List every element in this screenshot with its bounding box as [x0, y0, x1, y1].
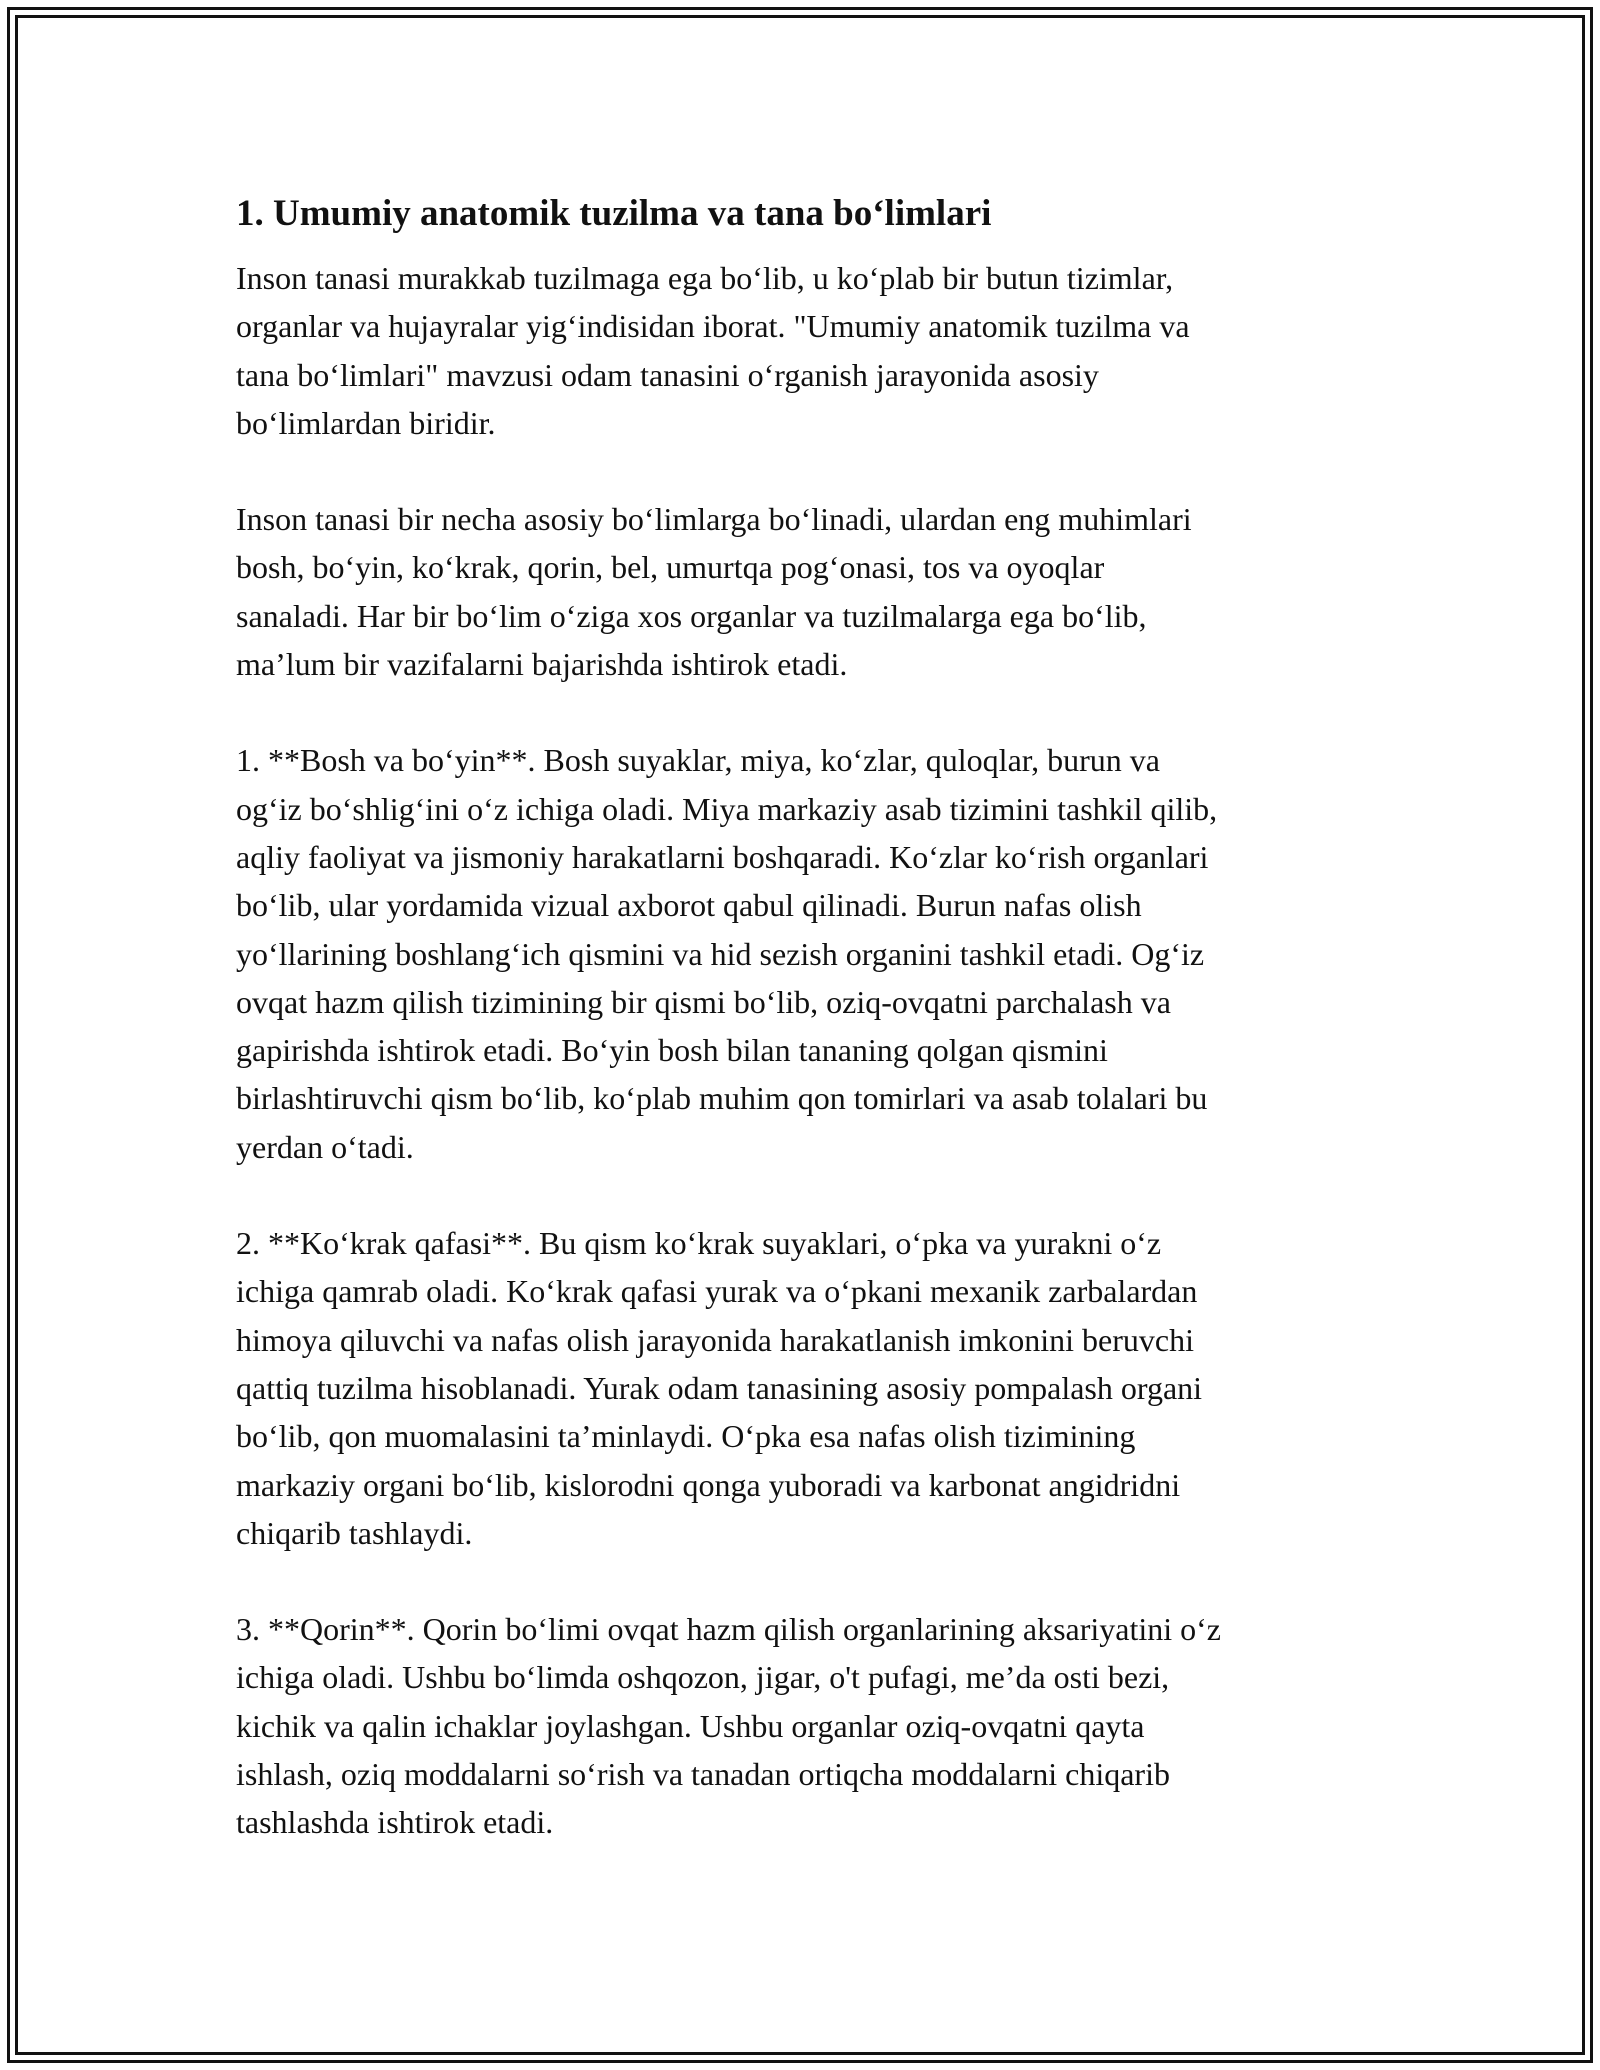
- paragraph-line: 2. **Ko‘krak qafasi**. Bu qism ko‘krak suyaklari, o‘pka va yurakni o‘z: [236, 1225, 1162, 1262]
- paragraph-line: tashlashda ishtirok etadi.: [236, 1804, 554, 1841]
- paragraph-line: bosh, bo‘yin, ko‘krak, qorin, bel, umurtqa pog‘onasi, tos va oyoqlar: [236, 549, 1105, 586]
- section-title: 1. Umumiy anatomik tuzilma va tana bo‘limlari: [236, 193, 992, 234]
- paragraph: [236, 254, 1376, 447]
- paragraphs: [236, 254, 1376, 1847]
- paragraph-line: ichiga qamrab oladi. Ko‘krak qafasi yurak va o‘pkani mexanik zarbalardan: [236, 1273, 1198, 1310]
- paragraph-line: ishlash, oziq moddalarni so‘rish va tanadan ortiqcha moddalarni chiqarib: [236, 1756, 1170, 1793]
- paragraph-line: bo‘lib, ular yordamida vizual axborot qabul qilinadi. Burun nafas olish: [236, 887, 1142, 924]
- paragraph-line: ma’lum bir vazifalarni bajarishda ishtirok etadi.: [236, 646, 848, 683]
- paragraph-line: yerdan o‘tadi.: [236, 1128, 414, 1165]
- paragraph-line: Inson tanasi bir necha asosiy bo‘limlarga bo‘linadi, ulardan eng muhimlari: [236, 501, 1192, 538]
- paragraph-line: ovqat hazm qilish tizimining bir qismi bo‘lib, oziq-ovqatni parchalash va: [236, 983, 1171, 1020]
- paragraph-line: Inson tanasi murakkab tuzilmaga ega bo‘lib, u ko‘plab bir butun tizimlar,: [236, 260, 1174, 296]
- paragraph-line: tana bo‘limlari" mavzusi odam tanasini o‘rganish jarayonida asosiy: [236, 356, 1099, 393]
- document-body: [236, 186, 1376, 1895]
- paragraph-line: aqliy faoliyat va jismoniy harakatlarni boshqaradi. Ko‘zlar ko‘rish organlari: [236, 838, 1209, 875]
- paragraph-line: sanaladi. Har bir bo‘lim o‘ziga xos organlar va tuzilmalarga ega bo‘lib,: [236, 597, 1147, 634]
- paragraph-line: 3. **Qorin**. Qorin bo‘limi ovqat hazm qilish organlarining aksariyatini o‘z: [236, 1611, 1221, 1648]
- paragraph-line: kichik va qalin ichaklar joylashgan. Ushbu organlar oziq-ovqatni qayta: [236, 1707, 1145, 1744]
- paragraph: [236, 1605, 1376, 1846]
- paragraph-line: chiqarib tashlaydi.: [236, 1514, 473, 1551]
- paragraph-line: himoya qiluvchi va nafas olish jarayonida harakatlanish imkonini beruvchi: [236, 1321, 1194, 1358]
- paragraph-line: gapirishda ishtirok etadi. Bo‘yin bosh bilan tananing qolgan qismini: [236, 1032, 1108, 1069]
- paragraph: [236, 736, 1376, 1171]
- paragraph-line: birlashtiruvchi qism bo‘lib, ko‘plab muhim qon tomirlari va asab tolalari bu: [236, 1080, 1208, 1117]
- paragraph-line: bo‘lib, qon muomalasini ta’minlaydi. O‘pka esa nafas olish tizimining: [236, 1418, 1136, 1455]
- paragraph-line: organlar va hujayralar yig‘indisidan iborat. "Umumiy anatomik tuzilma va: [236, 308, 1190, 345]
- paragraph: [236, 495, 1376, 688]
- paragraph-line: qattiq tuzilma hisoblanadi. Yurak odam tanasining asosiy pompalash organi: [236, 1369, 1203, 1406]
- paragraph-line: ichiga oladi. Ushbu bo‘limda oshqozon, jigar, o't pufagi, me’da osti bezi,: [236, 1659, 1170, 1696]
- paragraph-line: bo‘limlardan biridir.: [236, 404, 496, 441]
- paragraph-line: markaziy organi bo‘lib, kislorodni qonga yuboradi va karbonat angidridni: [236, 1466, 1181, 1503]
- paragraph-line: yo‘llarining boshlang‘ich qismini va hid sezish organini tashkil etadi. Og‘iz: [236, 935, 1205, 972]
- paragraph-line: og‘iz bo‘shlig‘ini o‘z ichiga oladi. Miya markaziy asab tizimini tashkil qilib,: [236, 790, 1218, 827]
- paragraph: [236, 1219, 1376, 1557]
- paragraph-line: 1. **Bosh va bo‘yin**. Bosh suyaklar, miya, ko‘zlar, quloqlar, burun va: [236, 742, 1160, 779]
